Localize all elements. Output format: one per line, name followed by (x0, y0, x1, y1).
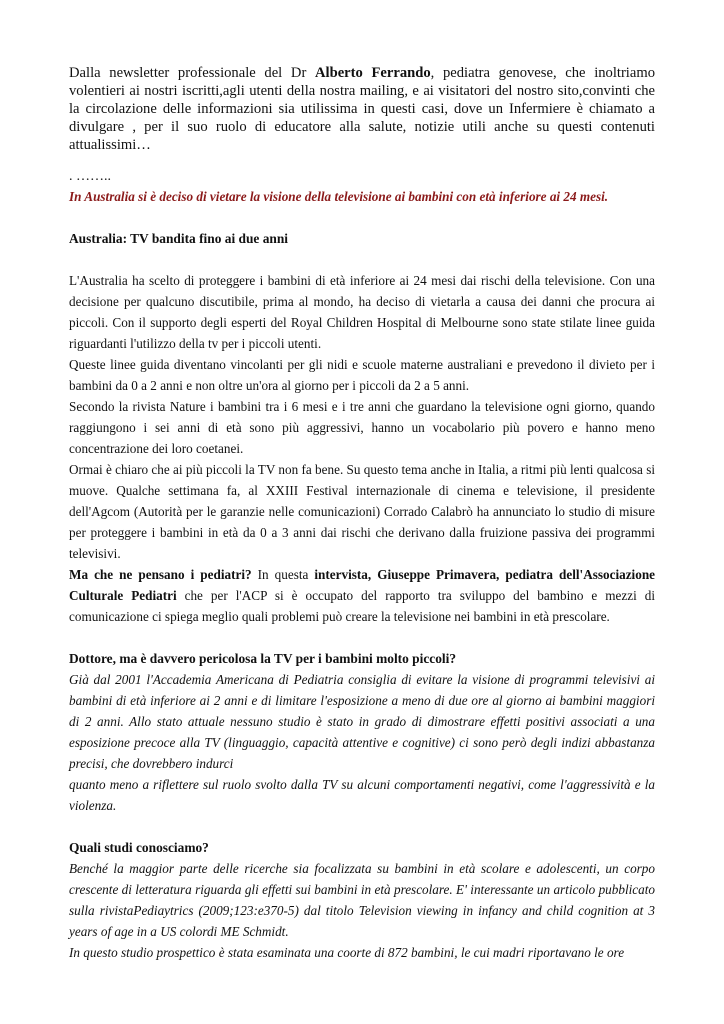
answer-2-paragraph-2: In questo studio prospettico è stata esaminata una coorte di 872 bambini, le cui madri riportavano le ore (69, 945, 625, 960)
paragraph-5-text-b: che per l'ACP si è occupato del rapporto tra sviluppo del bambino e mezzi di comunicazione ci spiega meglio quali problemi può creare la televisione nei bambini in età prescolare. (69, 588, 655, 624)
article-paragraph-3: Secondo la rivista Nature i bambini tra i 6 mesi e i tre anni che guardano la televisione ogni giorno, quando raggiungono i sei anni di età sono più aggressivi, hanno un vocabolario più povero e hanno meno concentrazione dei loro coetanei. (69, 399, 655, 456)
question-1-heading: Dottore, ma è davvero pericolosa la TV per i bambini molto piccoli? (69, 651, 457, 666)
question-2-heading: Quali studi conosciamo? (69, 840, 209, 855)
paragraph-5-text-a: In questa (251, 567, 315, 582)
intro-paragraph (69, 64, 655, 154)
intro-text-pre: Dalla newsletter professionale del Dr (69, 65, 315, 81)
article-title: Australia: TV bandita fino ai due anni (69, 231, 289, 246)
article-paragraph-5 (69, 564, 655, 627)
pediatri-question: Ma che ne pensano i pediatri? (69, 567, 252, 582)
intro-text-post: , pediatra genovese, che inoltriamo volentieri ai nostri iscritti,agli utenti della nostra mailing, e ai visitatori del nostro sito,convinti che la circolazione delle informazioni sia utilissima in questi casi, dove un Infermiere è chiamato a divulgare , per il suo ruolo di educatore alla salute, notizie utili anche su questi contenuti attualissimi… (69, 65, 655, 153)
ellipsis-line: . …….. (69, 169, 111, 184)
lead-sentence: In Australia si è deciso di vietare la visione della televisione ai bambini con età inferiore ai 24 mesi. (69, 189, 609, 204)
answer-1-paragraph-1: Già dal 2001 l'Accademia Americana di Pediatria consiglia di evitare la visione di programmi televisivi ai bambini di età inferiore ai 2 anni e di limitare l'esposizione a meno di due ore al giorno ai bambini maggiori di 2 anni. Allo stato attuale nessuno studio è stato in grado di dimostrare effetti positivi associati a una esposizione precoce alla TV (linguaggio, capacità attentive e cognitive) ci sono però degli indizi abbastanza precisi, che dovrebbero indurci (69, 672, 655, 771)
article-paragraph-1: L'Australia ha scelto di proteggere i bambini di età inferiore ai 24 mesi dai rischi della televisione. Con una decisione per qualcuno discutibile, prima al mondo, ha deciso di vietarla a causa dei danni che procura ai piccoli. Con il supporto degli esperti del Royal Children Hospital di Melbourne sono state stilate linee guida riguardanti l'utilizzo della tv per i piccoli utenti. (69, 273, 655, 351)
article-paragraph-2: Queste linee guida diventano vincolanti per gli nidi e scuole materne australiani e prevedono il divieto per i bambini da 0 a 2 anni e non oltre un'ora al giorno per i piccoli da 2 a 5 anni. (69, 357, 655, 393)
author-name: Alberto Ferrando (314, 65, 431, 81)
document-page (69, 64, 655, 963)
answer-1-paragraph-2: quanto meno a riflettere sul ruolo svolto dalla TV su alcuni comportamenti negativi, come l'aggressività e la violenza. (69, 777, 655, 813)
interview-highlight: intervista, Giuseppe Primavera, pediatra dell'Associazione Culturale Pediatri (69, 567, 656, 603)
answer-2-paragraph-1: Benché la maggior parte delle ricerche sia focalizzata su bambini in età scolare e adolescenti, un corpo crescente di letteratura riguarda gli effetti sui bambini in età prescolare. E' interessante un articolo pubblicato sulla rivistaPediaytrics (2009;123:e370-5) dal titolo Television viewing in infancy and child cognition at 3 years of age in a US colordi ME Schmidt. (69, 861, 655, 939)
article-paragraph-4: Ormai è chiaro che ai più piccoli la TV non fa bene. Su questo tema anche in Italia, a ritmi più lenti qualcosa si muove. Qualche settimana fa, al XXIII Festival internazionale di cinema e televisione, il presidente dell'Agcom (Autorità per le garanzie nelle comunicazioni) Corrado Calabrò ha annunciato lo studio di misure per proteggere i bambini in età da 0 a 3 anni dai rischi che derivano dalla fruizione passiva dei programmi televisivi. (69, 462, 655, 561)
